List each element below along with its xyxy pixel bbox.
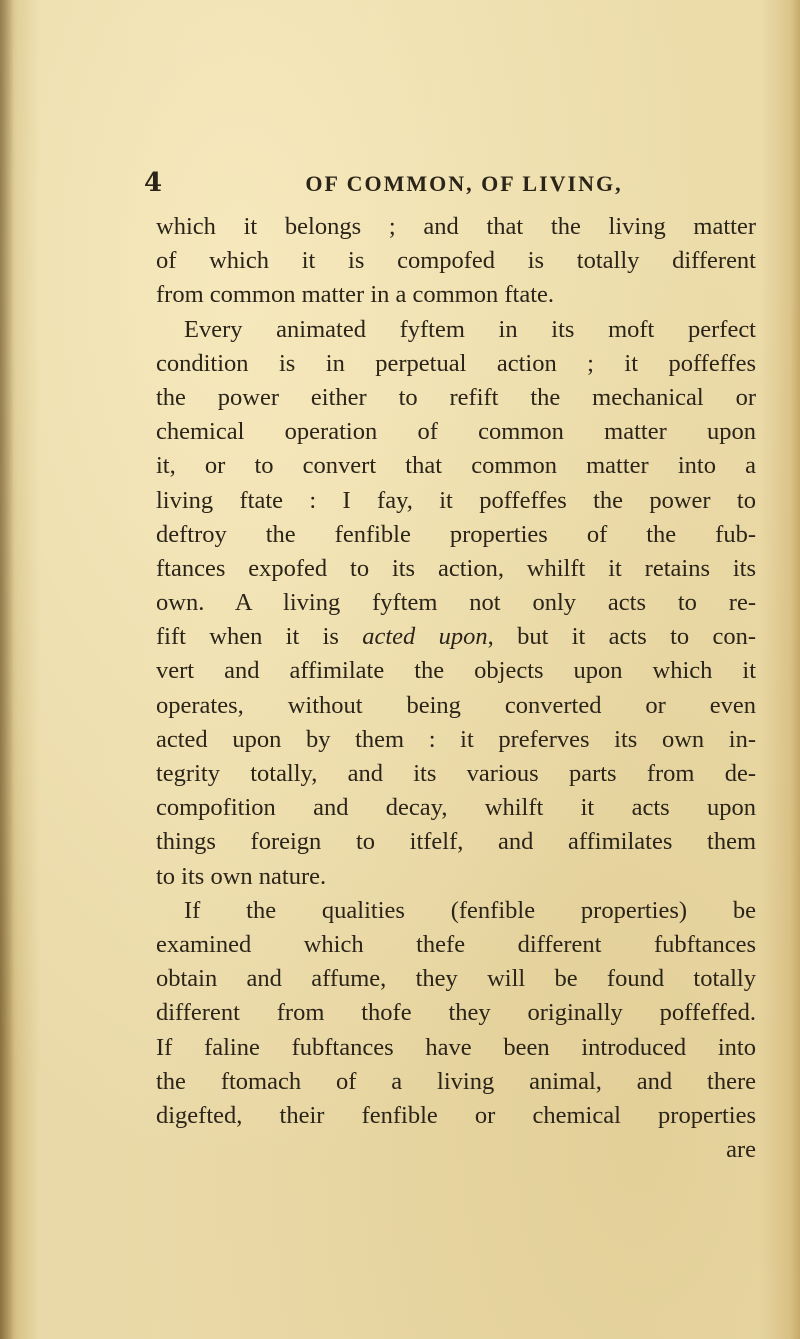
text-line: condition is in perpetual action ; it poffeffes <box>156 349 756 377</box>
text-line: different from thofe they originally poffeffed. <box>156 999 756 1027</box>
text-line: things foreign to itfelf, and affimilates them <box>156 828 756 856</box>
text-line: examined which thefe different fubftances <box>156 930 756 958</box>
text-line: to its own nature. <box>156 862 327 890</box>
text-line: acted upon by them : it preferves its own in- <box>156 725 756 753</box>
page-number: 4 <box>144 168 163 198</box>
text-line: operates, without being converted or even <box>156 691 756 719</box>
text-line: If the qualities (fenfible properties) be <box>184 896 756 924</box>
text-line: tegrity totally, and its various parts from de- <box>156 760 756 787</box>
text-line <box>156 620 756 654</box>
catchword: are <box>726 1136 756 1164</box>
text-line: which it belongs ; and that the living matter <box>156 213 756 240</box>
text-line: deftroy the fenfible properties of the fub- <box>156 520 756 548</box>
text-line: of which it is compofed is totally different <box>156 247 756 275</box>
text-line: it, or to convert that common matter into a <box>156 452 756 480</box>
text-line: obtain and affume, they will be found totally <box>156 965 756 993</box>
text-line: from common matter in a common ftate. <box>156 281 555 309</box>
text-line: the power either to refift the mechanical or <box>156 383 756 411</box>
text-line: digefted, their fenfible or chemical properties <box>156 1101 756 1129</box>
italic-phrase: acted upon <box>362 623 488 651</box>
text-line: chemical operation of common matter upon <box>156 418 756 446</box>
text-segment: , but it acts to con- <box>487 623 756 651</box>
text-line: the ftomach of a living animal, and there <box>156 1067 756 1095</box>
text-line: If faline fubftances have been introduced into <box>156 1033 756 1061</box>
text-line: ftances expofed to its action, whilft it retains its <box>156 554 756 582</box>
text-line: living ftate : I fay, it poffeffes the power to <box>156 486 756 514</box>
page-header <box>144 167 754 203</box>
text-line: vert and affimilate the objects upon which it <box>156 657 756 685</box>
text-line: compofition and decay, whilft it acts upon <box>156 794 756 822</box>
body-text <box>156 210 756 1167</box>
text-line: Every animated fyftem in its moft perfect <box>184 315 756 343</box>
text-line: own. A living fyftem not only acts to re- <box>156 589 756 617</box>
text-segment: fift when it is <box>156 623 363 651</box>
running-head: OF COMMON, OF LIVING, <box>305 171 623 196</box>
